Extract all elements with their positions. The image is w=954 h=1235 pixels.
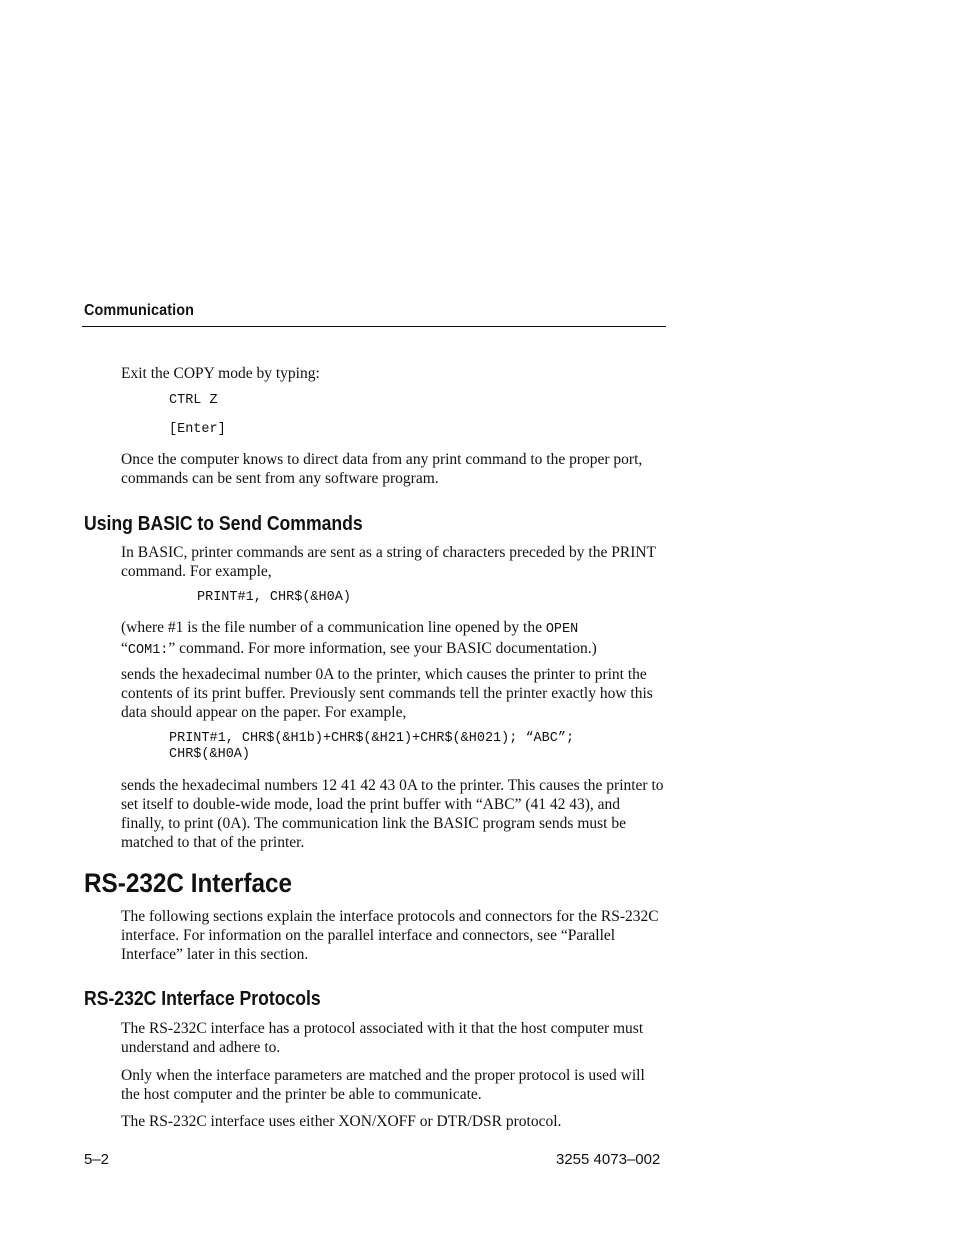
heading-rs232c-interface: RS-232C Interface xyxy=(84,868,292,898)
p2-quote-close: ” xyxy=(168,640,176,657)
basic-paragraph-2 xyxy=(121,618,666,660)
header-rule xyxy=(82,326,666,327)
protocols-paragraph-1: The RS-232C interface has a protocol associated with it that the host computer must understand and adhere to. xyxy=(121,1020,644,1056)
basic-paragraph-1: In BASIC, printer commands are sent as a string of characters preceded by the PRINT command. For example, xyxy=(121,544,656,580)
code-ctrl-z: CTRL Z xyxy=(169,393,218,408)
p2-code-open: OPEN xyxy=(545,622,579,637)
p2-text-after: command. For more information, see your BASIC documentation.) xyxy=(175,640,597,657)
heading-rs232c-protocols: RS-232C Interface Protocols xyxy=(84,988,321,1010)
code-print-abc-line1: PRINT#1, CHR$(&H1b)+CHR$(&H21)+CHR$(&H021); “ABC”; xyxy=(169,731,575,746)
basic-paragraph-3: sends the hexadecimal number 0A to the printer, which causes the printer to print the contents of its print buffer. Previously sent commands tell the printer exactly how this data should appear on the paper. For example, xyxy=(121,666,653,721)
protocols-paragraph-3: The RS-232C interface uses either XON/XOFF or DTR/DSR protocol. xyxy=(121,1113,562,1130)
copy-intro: Exit the COPY mode by typing: xyxy=(121,365,320,382)
rs232-paragraph-1: The following sections explain the interface protocols and connectors for the RS-232C interface. For information on the parallel interface and connectors, see “Parallel Interface” later in this section. xyxy=(121,908,659,963)
p2-code-com1: COM1: xyxy=(127,643,169,658)
code-print-h0a: PRINT#1, CHR$(&H0A) xyxy=(197,590,351,605)
code-print-abc-line2: CHR$(&H0A) xyxy=(169,747,251,762)
copy-outro: Once the computer knows to direct data from any print command to the proper port, commands can be sent from any software program. xyxy=(121,451,643,487)
code-enter: [Enter] xyxy=(169,422,226,437)
p2-quote-open: “ xyxy=(121,640,128,657)
protocols-paragraph-2: Only when the interface parameters are matched and the proper protocol is used will the host computer and the printer be able to communicate. xyxy=(121,1067,645,1103)
footer-page-number: 5–2 xyxy=(84,1151,110,1168)
heading-using-basic: Using BASIC to Send Commands xyxy=(84,513,363,535)
footer-doc-number: 3255 4073–002 xyxy=(556,1151,661,1168)
section-header: Communication xyxy=(84,302,194,319)
p2-text-before: (where #1 is the file number of a communication line opened by the xyxy=(121,619,546,636)
basic-paragraph-4: sends the hexadecimal numbers 12 41 42 43 0A to the printer. This causes the printer to set itself to double-wide mode, load the print buffer with “ABC” (41 42 43), and finally, to print (0A). The communication link the BASIC program sends must be matched to that of the printer. xyxy=(121,777,664,851)
